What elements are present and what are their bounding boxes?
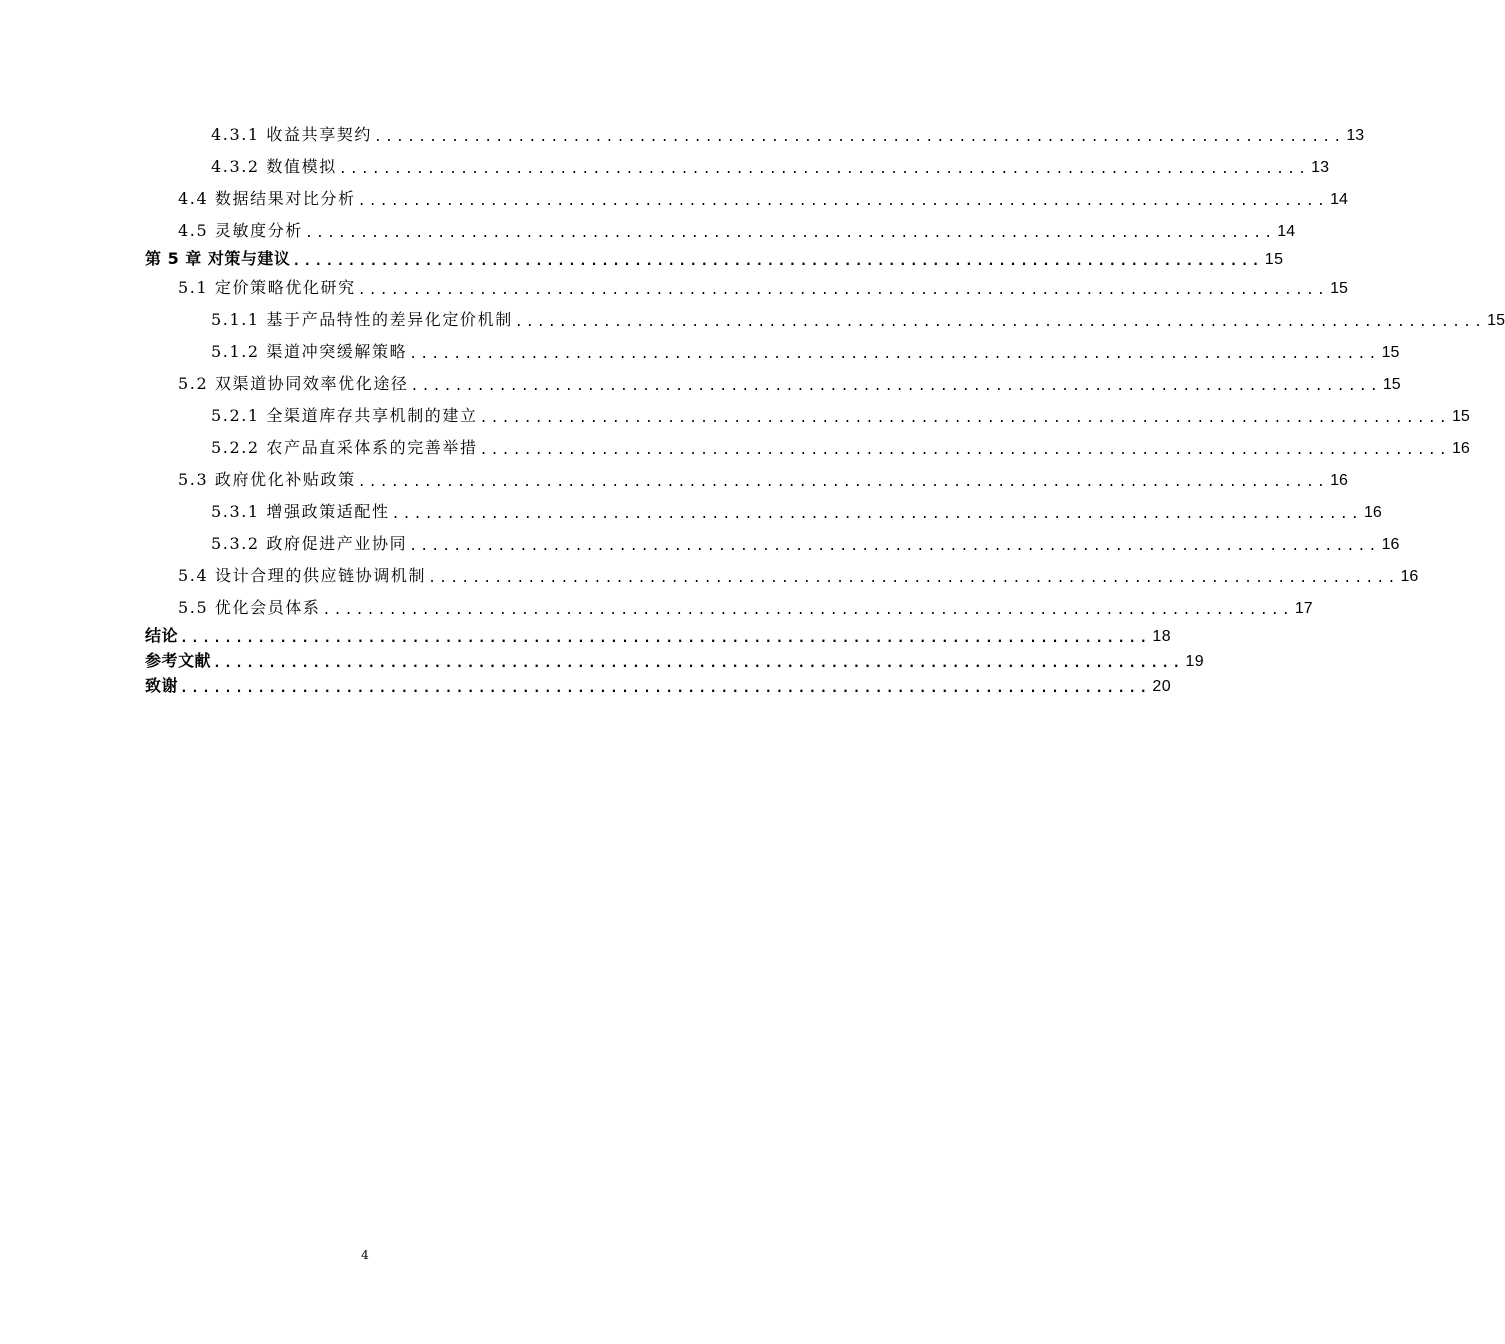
toc-entry-title: 5.3.1 增强政策适配性 [211, 499, 390, 522]
toc-entry-page: 13 [1311, 159, 1329, 176]
dot-leader: ........................................................................................ [514, 315, 1486, 330]
dot-leader: ........................................................................................ [213, 656, 1184, 671]
toc-entry-page: 15 [1381, 344, 1400, 361]
toc-entry-title: 5.1.2 渠道冲突缓解策略 [211, 339, 407, 362]
toc-entry-5-1-1[interactable] [211, 304, 1505, 330]
toc-entry-page: 18 [1152, 628, 1172, 645]
dot-leader: ........................................................................................ [428, 571, 1399, 586]
toc-entry-title: 致谢 [145, 673, 178, 696]
toc-entry-5-2-1[interactable] [211, 400, 1470, 426]
toc-entry-5-2[interactable] [178, 368, 1401, 394]
toc-entry-page: 16 [1381, 536, 1400, 553]
dot-leader: ........................................................................................ [292, 254, 1263, 269]
toc-entry-title: 5.1.1 基于产品特性的差异化定价机制 [211, 307, 513, 330]
toc-entry-page: 19 [1185, 653, 1205, 670]
toc-entry-page: 15 [1382, 376, 1401, 393]
toc-entry-5-5[interactable] [178, 592, 1313, 618]
toc-entry-title: 5.2.2 农产品直采体系的完善举措 [211, 435, 478, 458]
dot-leader: ........................................................................................ [409, 539, 1380, 554]
toc-entry-4-3-1[interactable] [211, 119, 1365, 145]
toc-entry-4-5[interactable] [178, 215, 1296, 241]
toc-entry-page: 15 [1330, 280, 1348, 297]
toc-entry-title: 5.5 优化会员体系 [178, 595, 321, 618]
toc-entry-4-4[interactable] [178, 183, 1348, 209]
toc-entry-title: 5.4 设计合理的供应链协调机制 [178, 563, 426, 586]
dot-leader: ........................................................................................ [374, 130, 1345, 145]
toc-entry-title: 结论 [145, 623, 178, 646]
toc-entry-page: 14 [1330, 191, 1348, 208]
dot-leader: ........................................................................................ [357, 283, 1329, 298]
toc-entry-title: 第 5 章 对策与建议 [145, 246, 290, 269]
dot-leader: ........................................................................................ [479, 411, 1450, 426]
toc-entry-5-4[interactable] [178, 560, 1419, 586]
dot-leader: ........................................................................................ [357, 475, 1329, 490]
dot-leader: ........................................................................................ [409, 347, 1380, 362]
dot-leader: ........................................................................................ [322, 603, 1293, 618]
toc-entry-conclusion[interactable] [145, 620, 1172, 646]
toc-entry-page: 16 [1400, 568, 1419, 585]
toc-entry-title: 5.2 双渠道协同效率优化途径 [178, 371, 409, 394]
toc-entry-page: 14 [1277, 223, 1296, 240]
toc-entry-page: 15 [1264, 251, 1284, 268]
toc-entry-title: 4.3.2 数值模拟 [211, 154, 337, 177]
toc-entry-title: 5.1 定价策略优化研究 [178, 275, 356, 298]
toc-entry-page: 15 [1451, 408, 1470, 425]
dot-leader: ........................................................................................ [479, 443, 1450, 458]
toc-entry-title: 参考文献 [145, 648, 211, 671]
dot-leader: ........................................................................................ [357, 194, 1329, 209]
toc-entry-5-3-2[interactable] [211, 528, 1400, 554]
toc-entry-5-1-2[interactable] [211, 336, 1400, 362]
toc-entry-title: 5.3 政府优化补贴政策 [178, 467, 356, 490]
toc-entry-5-2-2[interactable] [211, 432, 1470, 458]
dot-leader: ........................................................................................ [180, 681, 1151, 696]
toc-entry-acknowledgements[interactable] [145, 670, 1172, 696]
toc-entry-page: 16 [1330, 472, 1348, 489]
toc-entry-title: 4.4 数据结果对比分析 [178, 186, 356, 209]
toc-entry-title: 4.5 灵敏度分析 [178, 218, 303, 241]
toc-entry-title: 4.3.1 收益共享契约 [211, 122, 372, 145]
toc-entry-page: 17 [1294, 600, 1313, 617]
dot-leader: ........................................................................................ [180, 631, 1151, 646]
toc-entry-page: 13 [1346, 127, 1365, 144]
toc-entry-page: 16 [1451, 440, 1470, 457]
toc-entry-5-3[interactable] [178, 464, 1348, 490]
toc-entry-references[interactable] [145, 645, 1205, 671]
dot-leader: ........................................................................................ [304, 226, 1276, 241]
toc-entry-page: 15 [1487, 312, 1505, 329]
dot-leader: ........................................................................................ [338, 162, 1310, 177]
dot-leader: ........................................................................................ [410, 379, 1381, 394]
toc-entry-5-1[interactable] [178, 272, 1348, 298]
toc-entry-title: 5.3.2 政府促进产业协同 [211, 531, 407, 554]
dot-leader: ........................................................................................ [391, 507, 1362, 522]
page-number: 4 [361, 1248, 369, 1262]
toc-entry-4-3-2[interactable] [211, 151, 1329, 177]
toc-entry-title: 5.2.1 全渠道库存共享机制的建立 [211, 403, 478, 426]
toc-entry-page: 16 [1363, 504, 1382, 521]
toc-entry-page: 20 [1152, 678, 1172, 695]
toc-entry-5-3-1[interactable] [211, 496, 1382, 522]
toc-entry-chapter-5[interactable] [145, 243, 1284, 269]
